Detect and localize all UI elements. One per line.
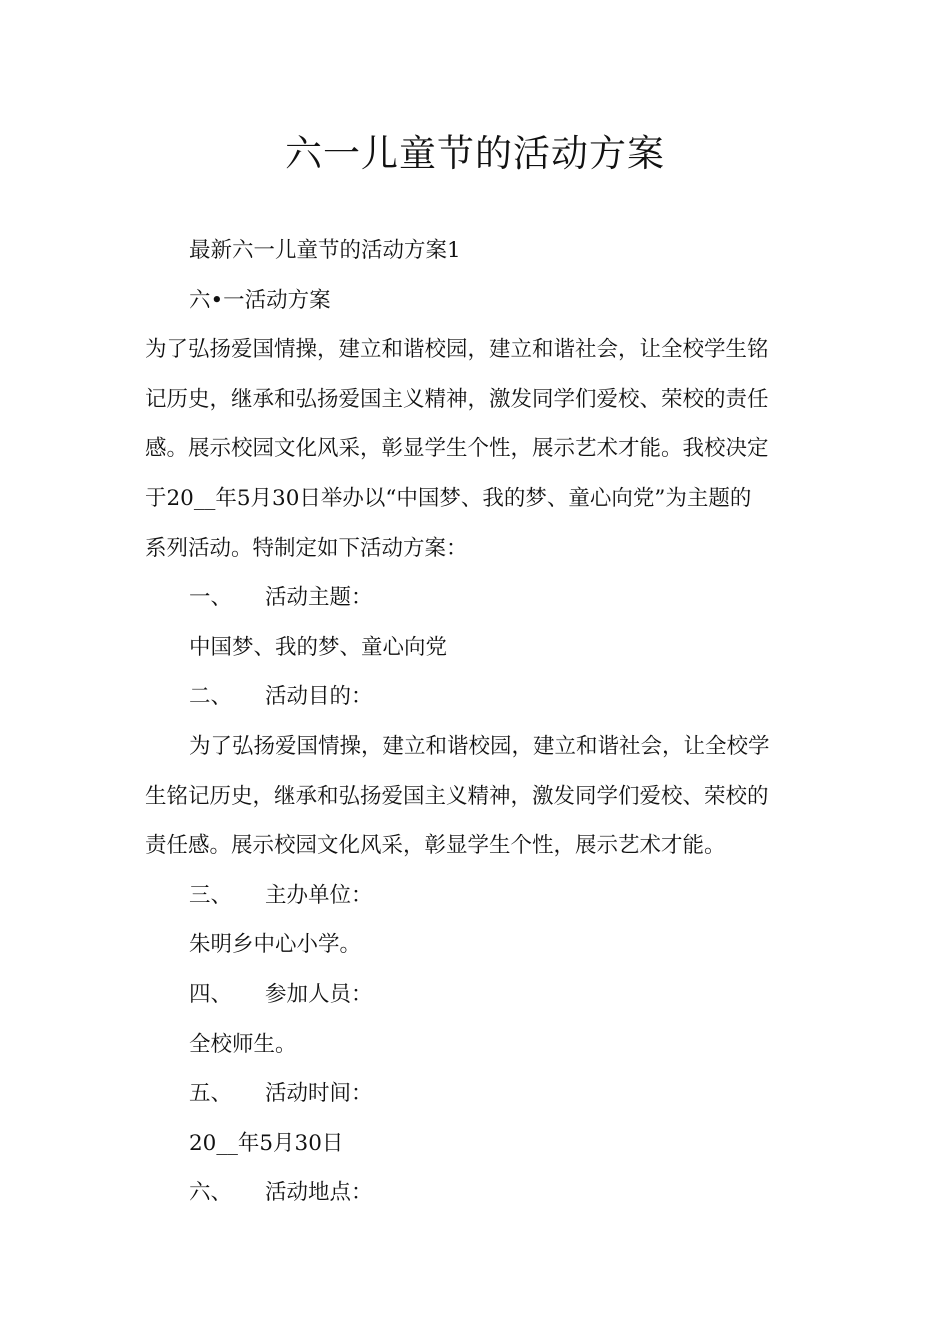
item-label: 活动地点：: [265, 1180, 373, 1206]
item-number: 四、: [189, 981, 233, 1007]
purpose-line-2: 生铭记历史，继承和弘扬爱国主义精神，激发同学们爱校、荣校的: [145, 783, 769, 809]
item-number: 二、: [189, 684, 233, 710]
item-label: 活动目的：: [265, 684, 373, 710]
item-heading-location: [145, 1168, 807, 1218]
purpose-line-3: 责任感。展示校园文化风采，彰显学生个性，展示艺术才能。: [145, 833, 726, 859]
intro-line-4: 于20__年5月30日举办以“中国梦、我的梦、童心向党”为主题的: [145, 485, 752, 511]
item-heading-participants: [145, 970, 807, 1020]
item-number: 五、: [189, 1081, 233, 1107]
item-value-time: 20__年5月30日: [189, 1130, 344, 1156]
intro-line-5: 系列活动。特制定如下活动方案：: [145, 535, 468, 561]
item-label: 活动主题：: [265, 585, 373, 611]
item-heading-purpose: [145, 672, 807, 722]
item-label: 参加人员：: [265, 981, 373, 1007]
subtitle: 最新六一儿童节的活动方案1: [189, 238, 461, 263]
item-heading-theme: [145, 573, 807, 623]
section-heading: 六•一活动方案: [189, 287, 331, 313]
item-number: 六、: [189, 1180, 233, 1206]
item-number: 三、: [189, 882, 233, 908]
item-value-theme: 中国梦、我的梦、童心向党: [189, 634, 448, 660]
item-heading-organizer: [145, 871, 807, 921]
item-label: 主办单位：: [265, 882, 373, 908]
intro-line-2: 记历史，继承和弘扬爱国主义精神，激发同学们爱校、荣校的责任: [145, 386, 769, 412]
document-body: [145, 226, 807, 1218]
item-heading-time: [145, 1069, 807, 1119]
item-label: 活动时间：: [265, 1081, 373, 1107]
purpose-line-1: 为了弘扬爱国情操，建立和谐校园，建立和谐社会，让全校学: [189, 733, 770, 759]
intro-line-3: 感。展示校园文化风采，彰显学生个性，展示艺术才能。我校决定: [145, 436, 769, 462]
item-value-organizer: 朱明乡中心小学。: [189, 932, 362, 958]
item-number: 一、: [189, 585, 233, 611]
item-value-participants: 全校师生。: [189, 1031, 297, 1057]
document-title: 六一儿童节的活动方案: [285, 132, 665, 175]
intro-line-1: 为了弘扬爱国情操，建立和谐校园，建立和谐社会，让全校学生铭: [145, 337, 769, 363]
